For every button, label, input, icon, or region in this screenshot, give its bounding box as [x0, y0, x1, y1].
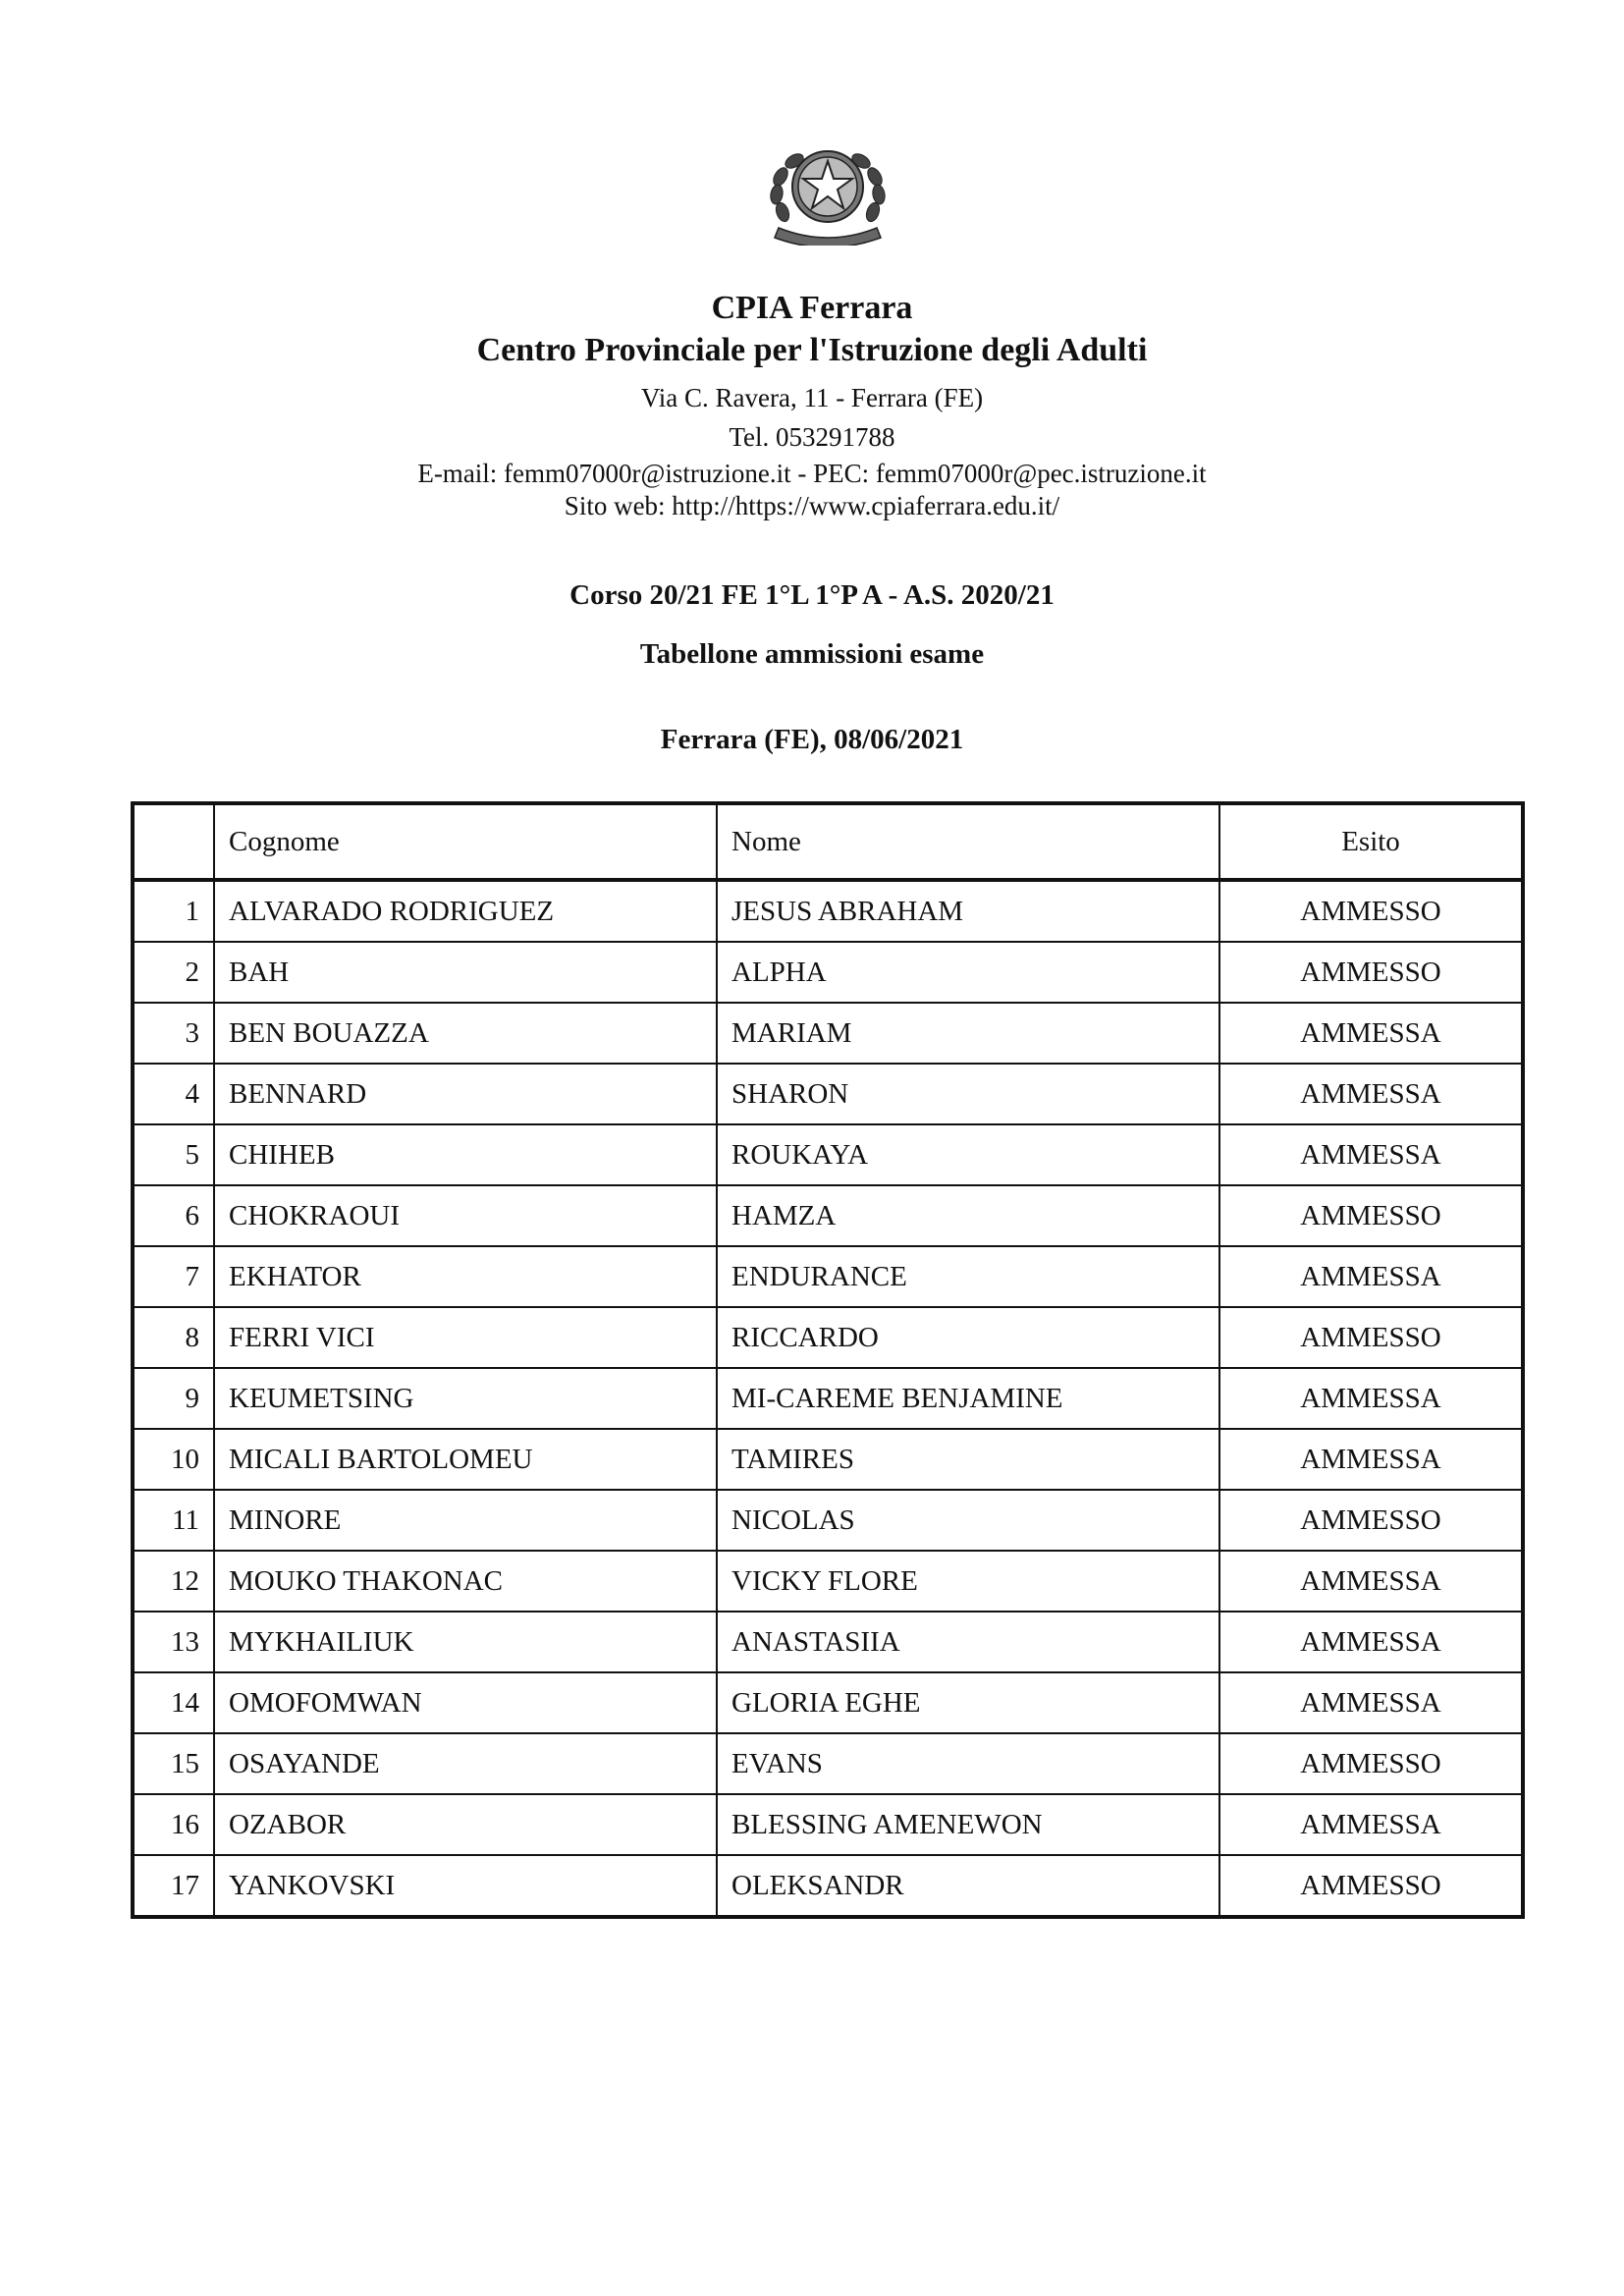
row-number: 11	[133, 1490, 214, 1551]
row-number: 14	[133, 1672, 214, 1733]
cell-esito: AMMESSO	[1219, 942, 1523, 1003]
row-number: 15	[133, 1733, 214, 1794]
table-row	[133, 880, 1523, 942]
cell-cognome: YANKOVSKI	[214, 1855, 717, 1917]
column-header-cognome: Cognome	[214, 803, 717, 880]
cell-cognome: OSAYANDE	[214, 1733, 717, 1794]
table-row	[133, 1855, 1523, 1917]
cell-nome: MARIAM	[717, 1003, 1219, 1064]
document-heading: Tabellone ammissioni esame	[639, 638, 985, 670]
cell-esito: AMMESSO	[1219, 1855, 1523, 1917]
cell-cognome: FERRI VICI	[214, 1307, 717, 1368]
cell-cognome: CHOKRAOUI	[214, 1185, 717, 1246]
cell-esito: AMMESSO	[1219, 1185, 1523, 1246]
table-row	[133, 1124, 1523, 1185]
cell-nome: HAMZA	[717, 1185, 1219, 1246]
cell-esito: AMMESSA	[1219, 1794, 1523, 1855]
cell-cognome: CHIHEB	[214, 1124, 717, 1185]
column-header-nome: Nome	[717, 803, 1219, 880]
cell-cognome: OMOFOMWAN	[214, 1672, 717, 1733]
column-header-number	[133, 803, 214, 880]
cell-nome: ENDURANCE	[717, 1246, 1219, 1307]
table-row	[133, 1003, 1523, 1064]
cell-cognome: KEUMETSING	[214, 1368, 717, 1429]
row-number: 9	[133, 1368, 214, 1429]
table-row	[133, 1429, 1523, 1490]
cell-nome: TAMIRES	[717, 1429, 1219, 1490]
place-date: Ferrara (FE), 08/06/2021	[660, 724, 964, 755]
cell-nome: GLORIA EGHE	[717, 1672, 1219, 1733]
cell-nome: ANASTASIIA	[717, 1612, 1219, 1672]
cell-esito: AMMESSO	[1219, 1733, 1523, 1794]
column-header-esito: Esito	[1219, 803, 1523, 880]
cell-esito: AMMESSA	[1219, 1246, 1523, 1307]
cell-nome: VICKY FLORE	[717, 1551, 1219, 1612]
cell-cognome: MOUKO THAKONAC	[214, 1551, 717, 1612]
cell-nome: NICOLAS	[717, 1490, 1219, 1551]
row-number: 8	[133, 1307, 214, 1368]
cell-cognome: EKHATOR	[214, 1246, 717, 1307]
table-header-row	[133, 803, 1523, 880]
cell-nome: SHARON	[717, 1064, 1219, 1124]
cell-nome: EVANS	[717, 1733, 1219, 1794]
course-title: Corso 20/21 FE 1°L 1°P A - A.S. 2020/21	[569, 579, 1055, 611]
row-number: 16	[133, 1794, 214, 1855]
table-row	[133, 1246, 1523, 1307]
row-number: 17	[133, 1855, 214, 1917]
institution-website: Sito web: http://https://www.cpiaferrara.edu.it/	[564, 491, 1060, 520]
row-number: 4	[133, 1064, 214, 1124]
table-row	[133, 1490, 1523, 1551]
institution-title: CPIA Ferrara	[711, 290, 913, 326]
institution-subtitle: Centro Provinciale per l'Istruzione degli Adulti	[476, 332, 1148, 368]
cell-cognome: MYKHAILIUK	[214, 1612, 717, 1672]
table-row	[133, 1612, 1523, 1672]
table-row	[133, 1368, 1523, 1429]
institution-email: E-mail: femm07000r@istruzione.it - PEC: femm07000r@pec.istruzione.it	[417, 459, 1207, 488]
cell-cognome: MINORE	[214, 1490, 717, 1551]
cell-nome: BLESSING AMENEWON	[717, 1794, 1219, 1855]
cell-esito: AMMESSO	[1219, 1490, 1523, 1551]
cell-cognome: MICALI BARTOLOMEU	[214, 1429, 717, 1490]
row-number: 13	[133, 1612, 214, 1672]
cell-cognome: BENNARD	[214, 1064, 717, 1124]
row-number: 7	[133, 1246, 214, 1307]
cell-cognome: ALVARADO RODRIGUEZ	[214, 880, 717, 942]
table-row	[133, 1064, 1523, 1124]
cell-nome: OLEKSANDR	[717, 1855, 1219, 1917]
row-number: 12	[133, 1551, 214, 1612]
cell-nome: JESUS ABRAHAM	[717, 880, 1219, 942]
cell-cognome: OZABOR	[214, 1794, 717, 1855]
table-row	[133, 1307, 1523, 1368]
row-number: 3	[133, 1003, 214, 1064]
cell-esito: AMMESSO	[1219, 1307, 1523, 1368]
row-number: 1	[133, 880, 214, 942]
row-number: 2	[133, 942, 214, 1003]
row-number: 6	[133, 1185, 214, 1246]
table-row	[133, 1794, 1523, 1855]
cell-esito: AMMESSA	[1219, 1124, 1523, 1185]
cell-esito: AMMESSA	[1219, 1612, 1523, 1672]
cell-nome: MI-CAREME BENJAMINE	[717, 1368, 1219, 1429]
row-number: 5	[133, 1124, 214, 1185]
cell-esito: AMMESSA	[1219, 1368, 1523, 1429]
institution-address: Via C. Ravera, 11 - Ferrara (FE)	[640, 383, 984, 412]
admissions-table	[131, 801, 1525, 1919]
table-row	[133, 1733, 1523, 1794]
cell-esito: AMMESSA	[1219, 1672, 1523, 1733]
table-row	[133, 942, 1523, 1003]
table-row	[133, 1185, 1523, 1246]
cell-nome: ROUKAYA	[717, 1124, 1219, 1185]
table-row	[133, 1551, 1523, 1612]
cell-esito: AMMESSA	[1219, 1429, 1523, 1490]
cell-nome: RICCARDO	[717, 1307, 1219, 1368]
repubblica-italiana-emblem-icon	[759, 118, 896, 246]
cell-nome: ALPHA	[717, 942, 1219, 1003]
cell-esito: AMMESSA	[1219, 1064, 1523, 1124]
cell-esito: AMMESSA	[1219, 1551, 1523, 1612]
institution-phone: Tel. 053291788	[729, 422, 895, 452]
cell-cognome: BEN BOUAZZA	[214, 1003, 717, 1064]
cell-esito: AMMESSA	[1219, 1003, 1523, 1064]
table-row	[133, 1672, 1523, 1733]
cell-cognome: BAH	[214, 942, 717, 1003]
row-number: 10	[133, 1429, 214, 1490]
cell-esito: AMMESSO	[1219, 880, 1523, 942]
